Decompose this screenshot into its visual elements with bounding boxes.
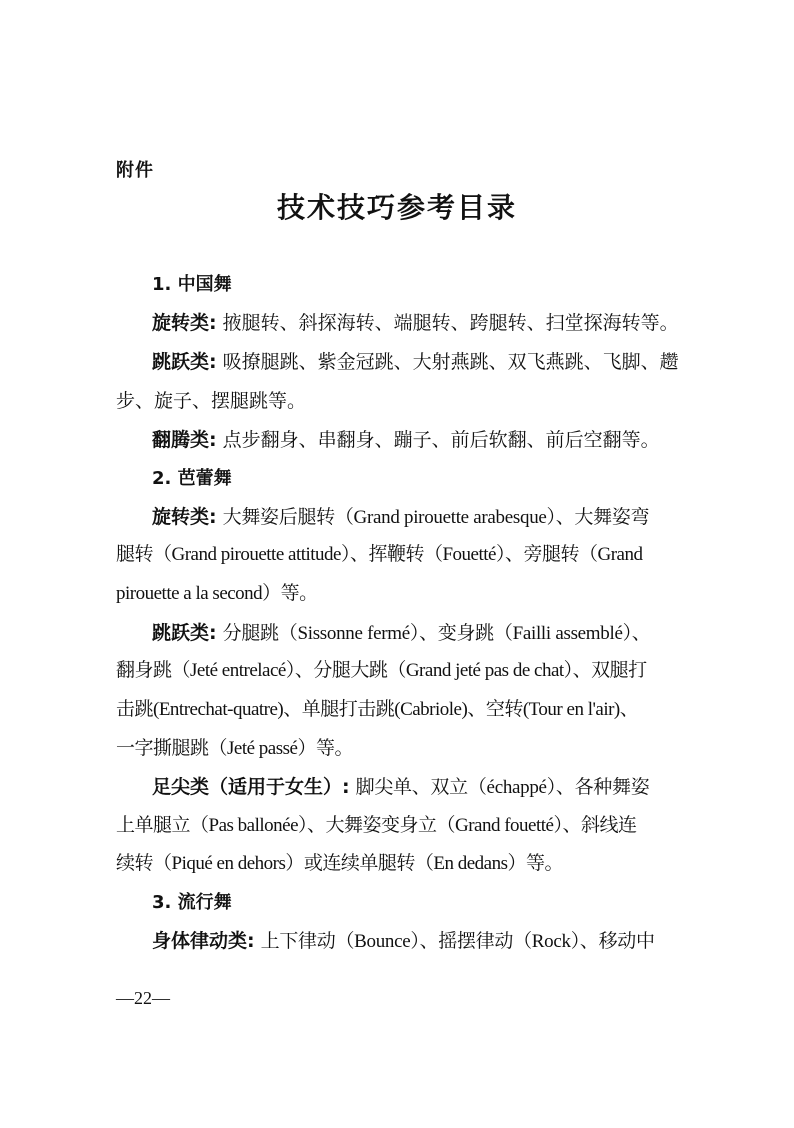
- paragraph-line: 击跳(Entrechat-quatre)、单腿打击跳(Cabriole)、空转(Tour en l'air)、: [116, 699, 639, 720]
- page-number: —22—: [116, 988, 170, 1008]
- category-label: 跳跃类:: [152, 622, 217, 644]
- paragraph-line: [152, 350, 678, 374]
- page-title: 技术技巧参考目录: [276, 191, 517, 224]
- paragraph-line: pirouette a la second）等。: [116, 583, 318, 604]
- paragraph-line: 翻身跳（Jeté entrelacé）、分腿大跳（Grand jeté pas de chat）、双腿打: [116, 660, 647, 681]
- category-label: 足尖类（适用于女生）:: [152, 776, 350, 798]
- section-heading-chinese-dance: 1. 中国舞: [152, 274, 232, 295]
- category-text: 脚尖单、双立（échappé）、各种舞姿: [355, 777, 650, 798]
- paragraph-line: [152, 775, 678, 800]
- paragraph-line: [152, 428, 678, 452]
- paragraph-line: 续转（Piqué en dehors）或连续单腿转（En dedans）等。: [116, 853, 563, 874]
- category-label: 旋转类:: [152, 312, 217, 334]
- category-text: 吸撩腿跳、紫金冠跳、大射燕跳、双飞燕跳、飞脚、趱: [222, 351, 679, 373]
- section-heading-popular-dance: 3. 流行舞: [152, 892, 232, 913]
- paragraph-line: 腿转（Grand pirouette attitude）、挥鞭转（Fouetté）、旁腿转（Grand: [116, 544, 643, 565]
- section-heading-ballet: 2. 芭蕾舞: [152, 468, 232, 489]
- paragraph-line: [152, 505, 678, 530]
- category-text: 分腿跳（Sissonne fermé）、变身跳（Failli assemblé）、: [222, 623, 651, 644]
- paragraph-line: [152, 311, 678, 335]
- paragraph-line: 一字撕腿跳（Jeté passé）等。: [116, 738, 353, 759]
- category-label: 旋转类:: [152, 506, 217, 528]
- paragraph-line: 步、旋子、摆腿跳等。: [116, 390, 307, 412]
- category-label: 翻腾类:: [152, 429, 217, 451]
- category-text: 掖腿转、斜探海转、端腿转、跨腿转、扫堂探海转等。: [222, 312, 679, 334]
- paragraph-line: 上单腿立（Pas ballonée）、大舞姿变身立（Grand fouetté）、斜线连: [116, 815, 637, 836]
- attachment-label: 附件: [116, 160, 154, 181]
- category-text: 大舞姿后腿转（Grand pirouette arabesque）、大舞姿弯: [222, 507, 650, 528]
- category-label: 身体律动类:: [152, 930, 255, 952]
- category-text: 点步翻身、串翻身、蹦子、前后软翻、前后空翻等。: [222, 429, 660, 451]
- category-text: 上下律动（Bounce）、摇摆律动（Rock）、移动中: [260, 931, 655, 952]
- paragraph-line: [152, 929, 678, 954]
- category-label: 跳跃类:: [152, 351, 217, 373]
- paragraph-line: [152, 621, 678, 646]
